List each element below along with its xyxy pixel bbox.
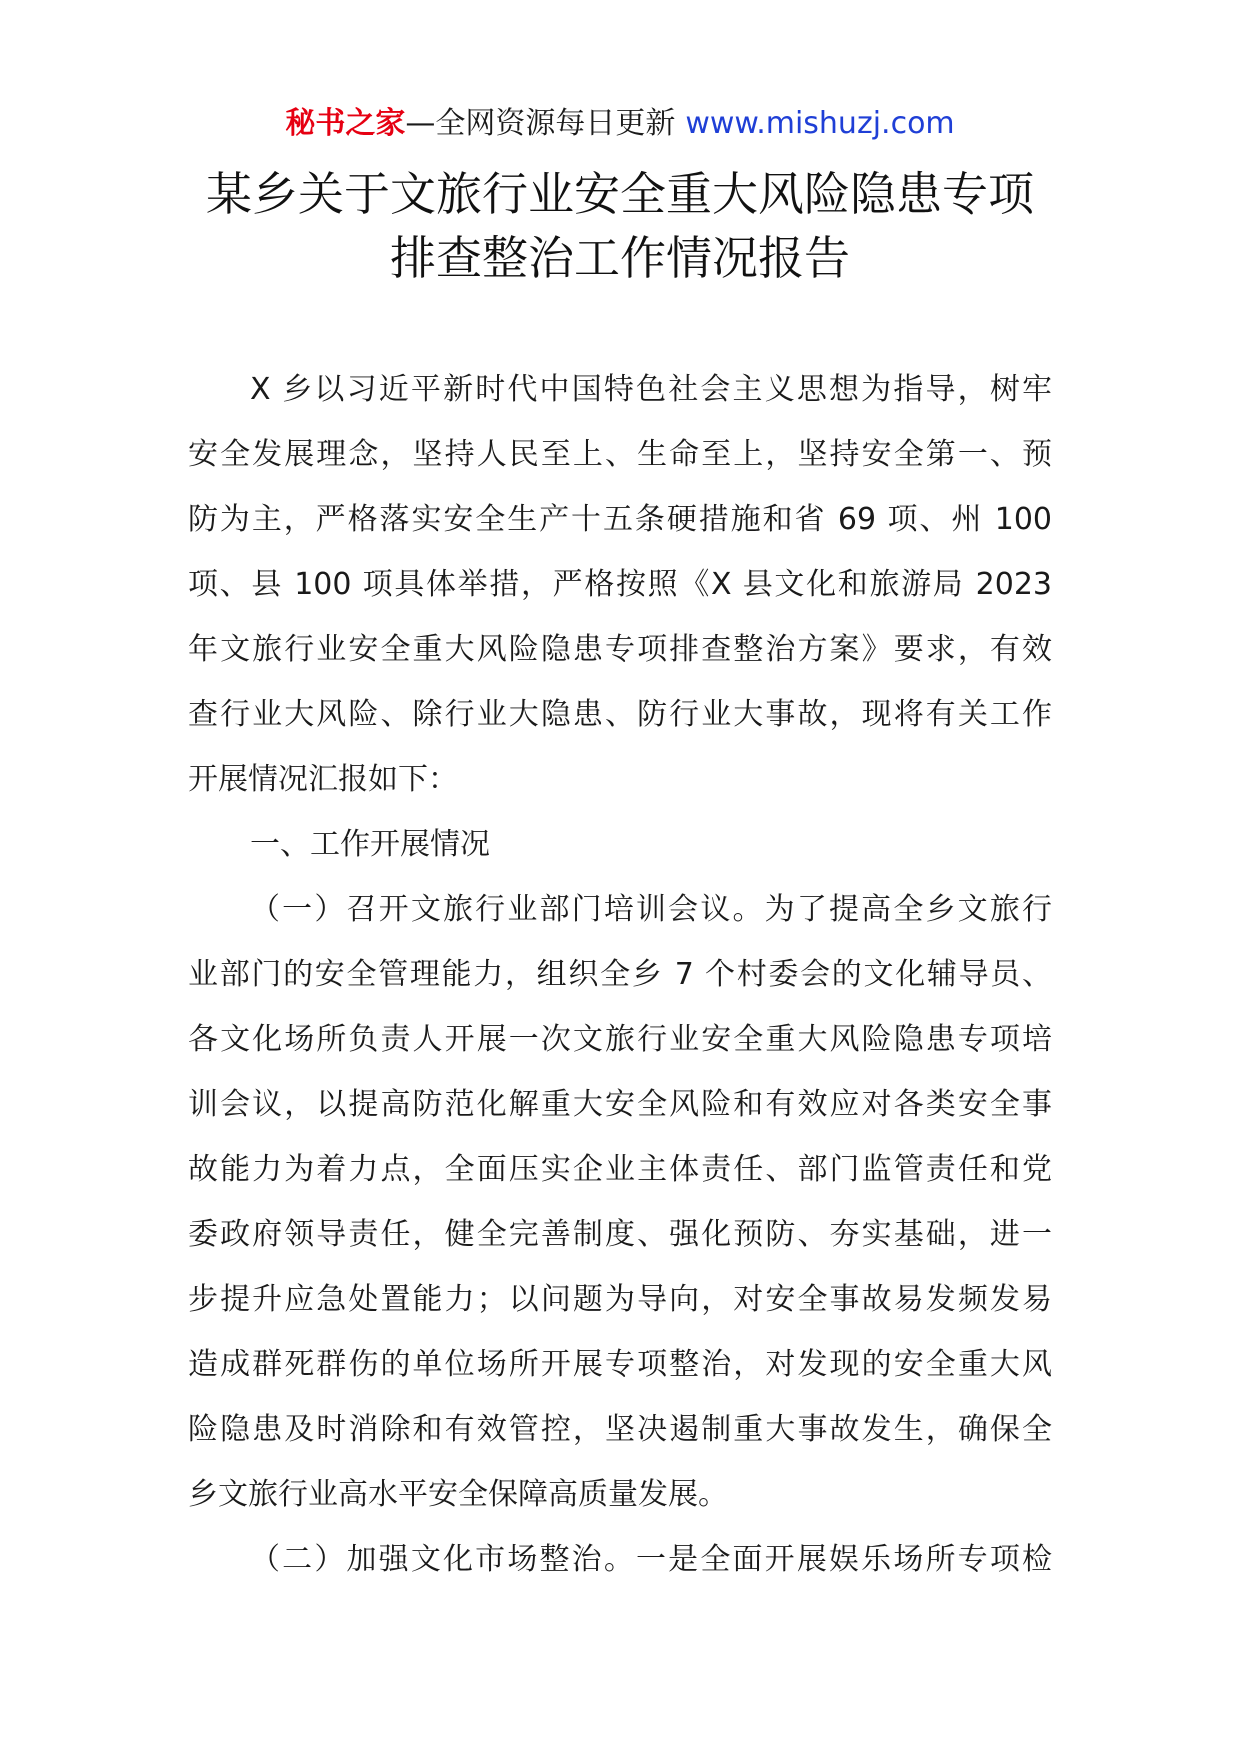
subsection-heading-line: （二）加强文化市场整治。一是全面开展娱乐场所专项检 — [250, 1542, 1052, 1577]
paragraph-line: 步提升应急处置能力；以问题为导向，对安全事故易发频发易 — [188, 1282, 1052, 1317]
title-line-2: 排查整治工作情况报告 — [390, 231, 850, 285]
website-link[interactable]: www.mishuzj.com — [685, 106, 955, 141]
banner-tagline: —全网资源每日更新 — [405, 106, 676, 141]
paragraph-line: 业部门的安全管理能力，组织全乡 7 个村委会的文化辅导员、 — [188, 957, 1052, 992]
title-line-1: 某乡关于文旅行业安全重大风险隐患专项 — [206, 167, 1034, 221]
paragraph-line: 防为主，严格落实安全生产十五条硬措施和省 69 项、州 100 — [188, 502, 1052, 537]
paragraph-line: 各文化场所负责人开展一次文旅行业安全重大风险隐患专项培 — [188, 1022, 1052, 1057]
paragraph-line: 委政府领导责任，健全完善制度、强化预防、夯实基础，进一 — [188, 1217, 1052, 1252]
subsection-heading-line: （一）召开文旅行业部门培训会议。为了提高全乡文旅行 — [250, 892, 1052, 927]
section-heading: 一、工作开展情况 — [250, 827, 490, 862]
paragraph-line: 乡文旅行业高水平安全保障高质量发展。 — [188, 1477, 728, 1512]
paragraph-line: 安全发展理念，坚持人民至上、生命至上，坚持安全第一、预 — [188, 437, 1052, 472]
document-title — [0, 162, 1240, 290]
paragraph-line: 项、县 100 项具体举措，严格按照《X 县文化和旅游局 2023 — [188, 567, 1052, 602]
brand-name: 秘书之家 — [285, 106, 406, 141]
header-banner — [0, 104, 1240, 144]
paragraph-line: 险隐患及时消除和有效管控，坚决遏制重大事故发生，确保全 — [188, 1412, 1052, 1447]
document-body — [188, 357, 1052, 1592]
paragraph-line: X 乡以习近平新时代中国特色社会主义思想为指导，树牢 — [250, 372, 1052, 407]
paragraph-line: 开展情况汇报如下： — [188, 762, 458, 797]
paragraph-line: 造成群死群伤的单位场所开展专项整治，对发现的安全重大风 — [188, 1347, 1052, 1382]
paragraph-line: 查行业大风险、除行业大隐患、防行业大事故，现将有关工作 — [188, 697, 1052, 732]
paragraph-line: 训会议，以提高防范化解重大安全风险和有效应对各类安全事 — [188, 1087, 1052, 1122]
paragraph-line: 年文旅行业安全重大风险隐患专项排查整治方案》要求，有效 — [188, 632, 1052, 667]
paragraph-line: 故能力为着力点，全面压实企业主体责任、部门监管责任和党 — [188, 1152, 1052, 1187]
